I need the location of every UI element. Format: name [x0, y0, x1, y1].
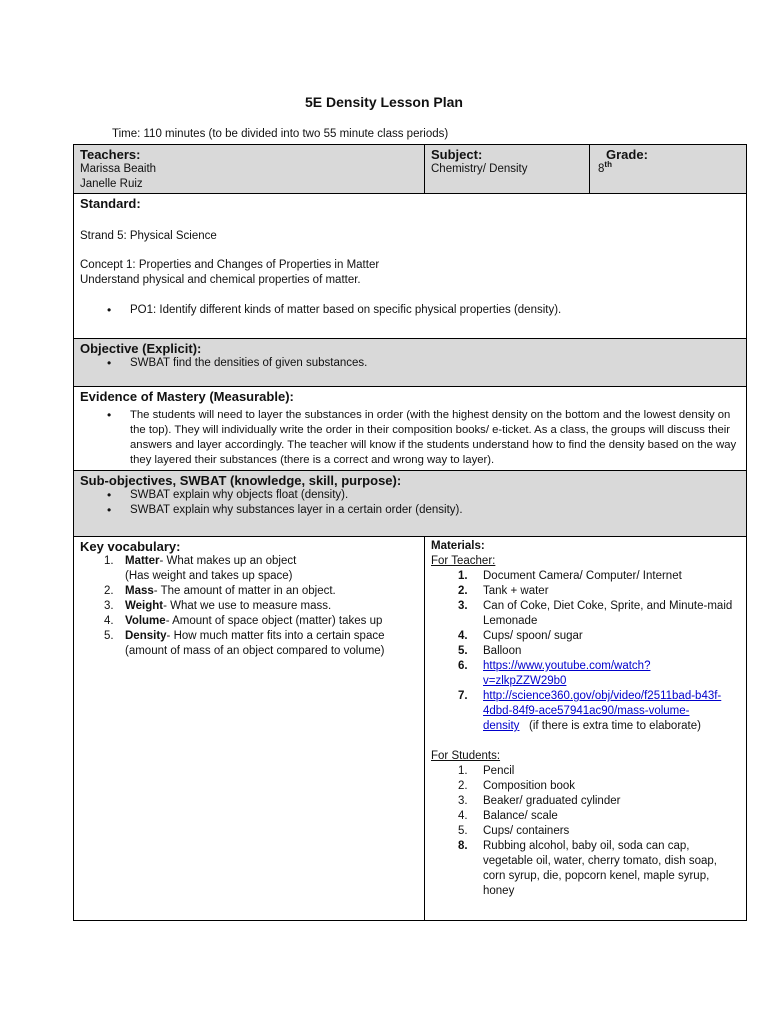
evidence-label: Evidence of Mastery (Measurable): [80, 389, 294, 404]
vocab-cell [74, 537, 424, 920]
teachers-label: Teachers: [80, 147, 141, 162]
teachers-cell [74, 145, 424, 193]
materials-cell [424, 537, 746, 920]
vocab-item: 5. Density- How much matter fits into a certain space (amount of mass of an object compared to volume) [104, 630, 385, 657]
material-item: 2. Composition book [458, 780, 576, 792]
material-item-science360: 7. http://science360.gov/obj/video/f2511bad-b43f- 4dbd-84f9-ace57941ac90/mass-volume- density (if there is extra time to elaborate) [458, 690, 722, 732]
material-item: 5. Balloon [458, 645, 522, 657]
material-item: 1. Document Camera/ Computer/ Internet [458, 570, 682, 582]
material-item: 4. Cups/ spoon/ sugar [458, 630, 583, 642]
material-item: 3. Beaker/ graduated cylinder [458, 795, 621, 807]
science360-link[interactable]: http://science360.gov/obj/video/f2511bad-b43f- 4dbd-84f9-ace57941ac90/mass-volume- density [483, 690, 722, 732]
time-note: Time: 110 minutes (to be divided into two 55 minute class periods) [112, 128, 449, 140]
vocab-item: 4. Volume- Amount of space object (matter) takes up [104, 615, 383, 627]
material-item-youtube: 6. https://www.youtube.com/watch? v=zlkpZZW29b0 [458, 660, 651, 687]
vocab-label: Key vocabulary: [80, 539, 181, 554]
material-item: 1. Pencil [458, 765, 515, 777]
vocab-item: 3. Weight- What we use to measure mass. [104, 600, 332, 612]
grade-cell [589, 145, 746, 193]
lesson-plan-table [73, 144, 747, 921]
material-item: 4. Balance/ scale [458, 810, 558, 822]
objective-item: • SWBAT find the densities of given substances. [130, 356, 740, 371]
subobjectives-label: Sub-objectives, SWBAT (knowledge, skill, purpose): [80, 473, 402, 488]
subobjectives-row [74, 470, 746, 536]
subobjective-item: • SWBAT explain why substances layer in a certain order (density). [130, 503, 740, 518]
document-title: 5E Density Lesson Plan [305, 94, 463, 110]
extra-time-note: (if there is extra time to elaborate) [529, 720, 701, 732]
vocab-item: 1. Matter- What makes up an object (Has weight and takes up space) [104, 555, 297, 582]
materials-label: Materials: [431, 540, 485, 552]
header-row [74, 145, 746, 193]
vocab-item: 2. Mass- The amount of matter in an object. [104, 585, 336, 597]
material-item: 5. Cups/ containers [458, 825, 570, 837]
teacher-name: Marissa Beaith [80, 163, 157, 175]
material-item: 8. Rubbing alcohol, baby oil, soda can cap, vegetable oil, water, cherry tomato, dish soap, corn syrup, die, popcorn kenel, maple syrup, honey [458, 840, 717, 897]
objective-label: Objective (Explicit): [80, 341, 202, 356]
grade-label: Grade: [606, 147, 648, 162]
subobjective-item: • SWBAT explain why objects float (density). [130, 488, 740, 503]
subject-value: Chemistry/ Density [431, 163, 528, 175]
standard-label: Standard: [80, 196, 141, 211]
teacher-name: Janelle Ruiz [80, 178, 143, 190]
vocab-materials-row [74, 536, 746, 920]
objective-row [74, 338, 746, 386]
understand-text: Understand physical and chemical properties of matter. [80, 274, 361, 286]
student-materials-list [431, 764, 740, 899]
grade-value: 8th [598, 160, 612, 175]
concept-text: Concept 1: Properties and Changes of Properties in Matter [80, 259, 380, 271]
for-teacher-label: For Teacher: [431, 555, 496, 567]
grade-suffix: th [604, 160, 612, 170]
material-item: 2. Tank + water [458, 585, 549, 597]
po1-item: • PO1: Identify different kinds of matter based on specific physical properties (density). [130, 303, 740, 318]
standard-row [74, 193, 746, 338]
teacher-materials-list [431, 569, 740, 734]
evidence-item: • The students will need to layer the substances in order (with the highest density on the bottom and the lowest density on the top). They will individually write the order in their composition books/ e-ticket. As a class, the groups will discuss their answers and layer accordingly. The teacher will know if the students understand how to find the density based on the way they layered their substances (there is a correct and wrong way to layer). [130, 408, 738, 468]
for-students-label: For Students: [431, 750, 501, 762]
youtube-link[interactable]: https://www.youtube.com/watch? v=zlkpZZW29b0 [483, 660, 651, 687]
subject-label: Subject: [431, 147, 483, 162]
vocab-list [80, 554, 418, 659]
strand-text: Strand 5: Physical Science [80, 230, 217, 242]
material-item: 3. Can of Coke, Diet Coke, Sprite, and Minute-maid Lemonade [458, 600, 733, 627]
subject-cell [424, 145, 589, 193]
evidence-row [74, 386, 746, 470]
